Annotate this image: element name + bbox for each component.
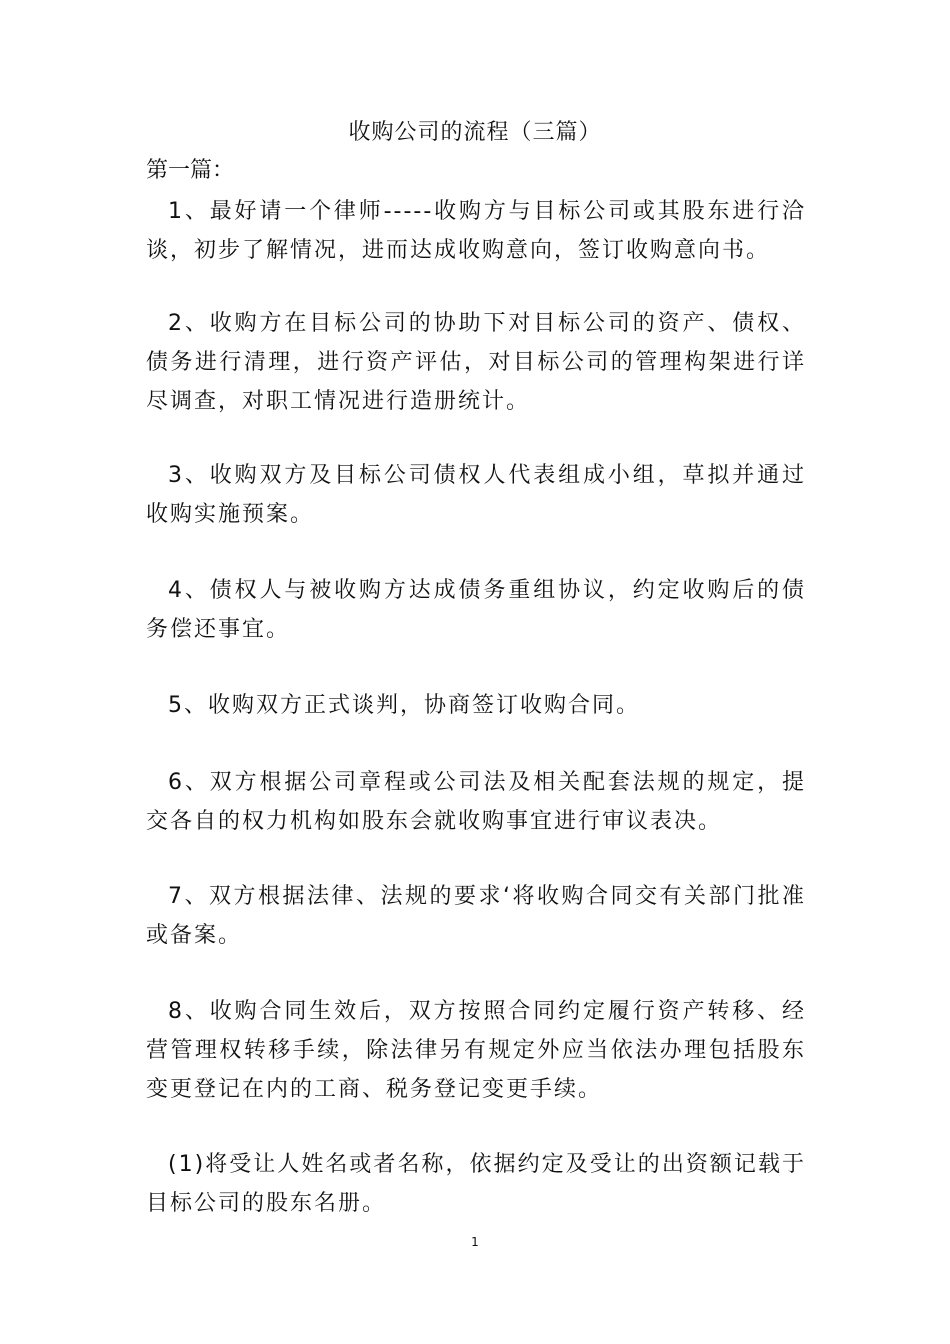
paragraph-4: 4、债权人与被收购方达成债务重组协议，约定收购后的债务偿还事宜。 [146,578,806,642]
paragraph-9: (1)将受让人姓名或者名称，依据约定及受让的出资额记载于目标公司的股东名册。 [146,1152,806,1216]
paragraph-3: 3、收购双方及目标公司债权人代表组成小组，草拟并通过收购实施预案。 [146,463,806,527]
paragraph-8: 8、收购合同生效后，双方按照合同约定履行资产转移、经营管理权转移手续，除法律另有规定外应当依法办理包括股东变更登记在内的工商、税务登记变更手续。 [146,999,806,1102]
paragraph-2: 2、收购方在目标公司的协助下对目标公司的资产、债权、债务进行清理，进行资产评估，对目标公司的管理构架进行详尽调查，对职工情况进行造册统计。 [146,311,806,414]
paragraph-5: 5、收购双方正式谈判，协商签订收购合同。 [168,693,640,718]
document-title: 收购公司的流程（三篇） [348,120,602,145]
paragraph-1: 1、最好请一个律师-----收购方与目标公司或其股东进行洽谈，初步了解情况，进而达成收购意向，签订收购意向书。 [146,199,806,263]
section-heading: 第一篇： [146,158,235,183]
paragraph-6: 6、双方根据公司章程或公司法及相关配套法规的规定，提交各自的权力机构如股东会就收购事宜进行审议表决。 [146,770,806,834]
paragraph-7: 7、双方根据法律、法规的要求‘将收购合同交有关部门批准或备案。 [146,884,806,948]
page-number: 1 [471,1235,479,1249]
